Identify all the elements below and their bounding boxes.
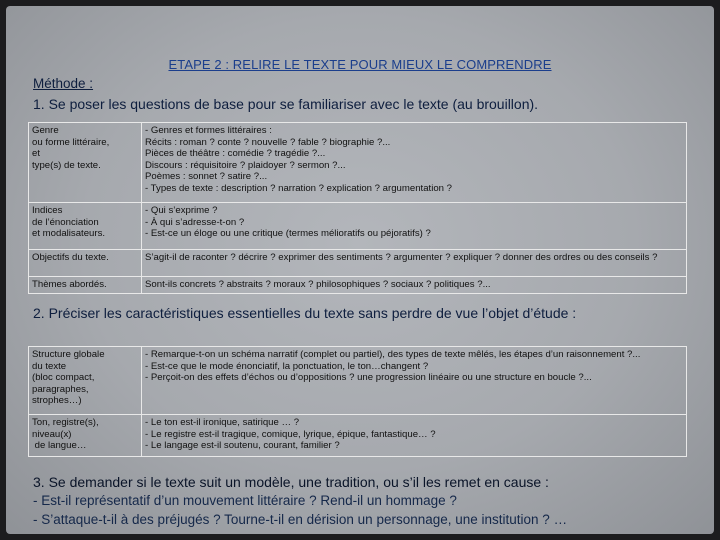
slide-title: ETAPE 2 : RELIRE LE TEXTE POUR MIEUX LE COMPRENDRE xyxy=(168,57,552,72)
step-2-heading: 2. Préciser les caractéristiques essentielles du texte sans perdre de vue l’objet d’étude : xyxy=(33,305,577,321)
row-content: - Qui s’exprime ? - À qui s’adresse-t-on ? - Est-ce un éloge ou une critique (termes mélioratifs ou péjoratifs) ? xyxy=(142,203,687,250)
table-row xyxy=(29,347,687,415)
row-label: Thèmes abordés. xyxy=(29,277,142,294)
methode-heading: Méthode : xyxy=(33,76,94,91)
step-1-heading: 1. Se poser les questions de base pour se familiariser avec le texte (au brouillon). xyxy=(33,96,539,112)
row-label: Genre ou forme littéraire, et type(s) de texte. xyxy=(29,123,142,203)
step-3-heading: 3. Se demander si le texte suit un modèle, une tradition, ou s’il les remet en cause : xyxy=(33,474,549,490)
row-content: Sont-ils concrets ? abstraits ? moraux ? philosophiques ? sociaux ? politiques ?... xyxy=(142,277,687,294)
row-content: - Remarque-t-on un schéma narratif (complet ou partiel), des types de texte mêlés, les étapes d’un raisonnement ?... - Est-ce que le mode énonciatif, la ponctuation, le ton…changent ? - Perçoit-on des effets d’échos ou d’oppositions ? une progression linéaire ou une structure en boucle ?... xyxy=(142,347,687,415)
table-row xyxy=(29,277,687,294)
row-label: Ton, registre(s), niveau(x) de langue… xyxy=(29,415,142,457)
characteristics-table xyxy=(28,346,687,457)
row-label: Structure globale du texte (bloc compact, paragraphes, strophes…) xyxy=(29,347,142,415)
row-label: Objectifs du texte. xyxy=(29,250,142,277)
step-3-line: - Est-il représentatif d’un mouvement littéraire ? Rend-il un hommage ? xyxy=(33,493,457,508)
row-content: - Genres et formes littéraires : Récits : roman ? conte ? nouvelle ? fable ? biographie ?... Pièces de théâtre : comédie ? tragédie ?... Discours : réquisitoire ? plaidoyer ? sermon ?... Poèmes : sonnet ? satire ?... - Types de texte : description ? narration ? explication ? argumentation ? xyxy=(142,123,687,203)
step-3-line: - S’attaque-t-il à des préjugés ? Tourne-t-il en dérision un personnage, une institution ? … xyxy=(33,512,568,527)
row-content: S’agit-il de raconter ? décrire ? exprimer des sentiments ? argumenter ? expliquer ? donner des ordres ou des conseils ? xyxy=(142,250,687,277)
row-label: Indices de l’énonciation et modalisateurs. xyxy=(29,203,142,250)
table-row xyxy=(29,250,687,277)
row-content: - Le ton est-il ironique, satirique … ? - Le registre est-il tragique, comique, lyrique, épique, fantastique… ? - Le langage est-il soutenu, courant, familier ? xyxy=(142,415,687,457)
questions-table xyxy=(28,122,687,294)
table-row xyxy=(29,123,687,203)
table-row xyxy=(29,203,687,250)
table-row xyxy=(29,415,687,457)
